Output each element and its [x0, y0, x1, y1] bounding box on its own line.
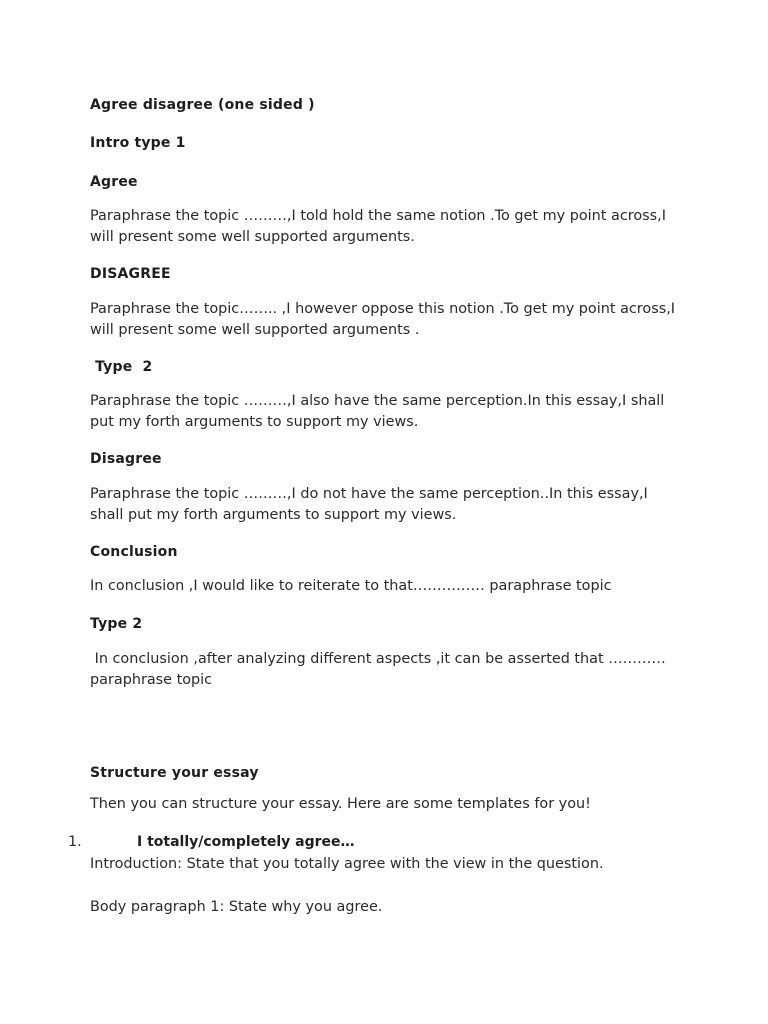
paragraph-type-2: Paraphrase the topic ………,I also have the same perception.In this essay,I shall put my forth arguments to support my views.: [90, 393, 665, 430]
paragraph-list-body-1: Body paragraph 1: State why you agree.: [90, 899, 383, 915]
paragraph-conclusion-type-2: In conclusion ,after analyzing different aspects ,it can be asserted that ………… paraphrase topic: [90, 651, 671, 688]
list-item-heading: I totally/completely agree…: [137, 834, 355, 850]
document-title: Agree disagree (one sided ): [90, 97, 315, 113]
heading-disagree-2: Disagree: [90, 451, 162, 467]
paragraph-disagree: Paraphrase the topic…….. ,I however oppose this notion .To get my point across,I will present some well supported arguments .: [90, 301, 676, 338]
paragraph-agree: Paraphrase the topic ………,I told hold the same notion .To get my point across,I will present some well supported arguments.: [90, 208, 666, 245]
paragraph-disagree-2: Paraphrase the topic ………,I do not have the same perception..In this essay,I shall put my forth arguments to support my views.: [90, 486, 648, 523]
list-number: 1.: [68, 834, 82, 850]
heading-structure-essay: Structure your essay: [90, 765, 259, 781]
heading-disagree: DISAGREE: [90, 266, 171, 282]
heading-conclusion: Conclusion: [90, 544, 178, 560]
paragraph-structure-essay: Then you can structure your essay. Here are some templates for you!: [90, 796, 591, 812]
heading-conclusion-type-2: Type 2: [90, 616, 143, 632]
heading-type-2: Type 2: [90, 359, 153, 375]
heading-intro-type-1: Intro type 1: [90, 135, 186, 151]
heading-agree: Agree: [90, 174, 138, 190]
paragraph-conclusion: In conclusion ,I would like to reiterate to that…………… paraphrase topic: [90, 578, 612, 594]
paragraph-list-introduction: Introduction: State that you totally agree with the view in the question.: [90, 856, 604, 872]
